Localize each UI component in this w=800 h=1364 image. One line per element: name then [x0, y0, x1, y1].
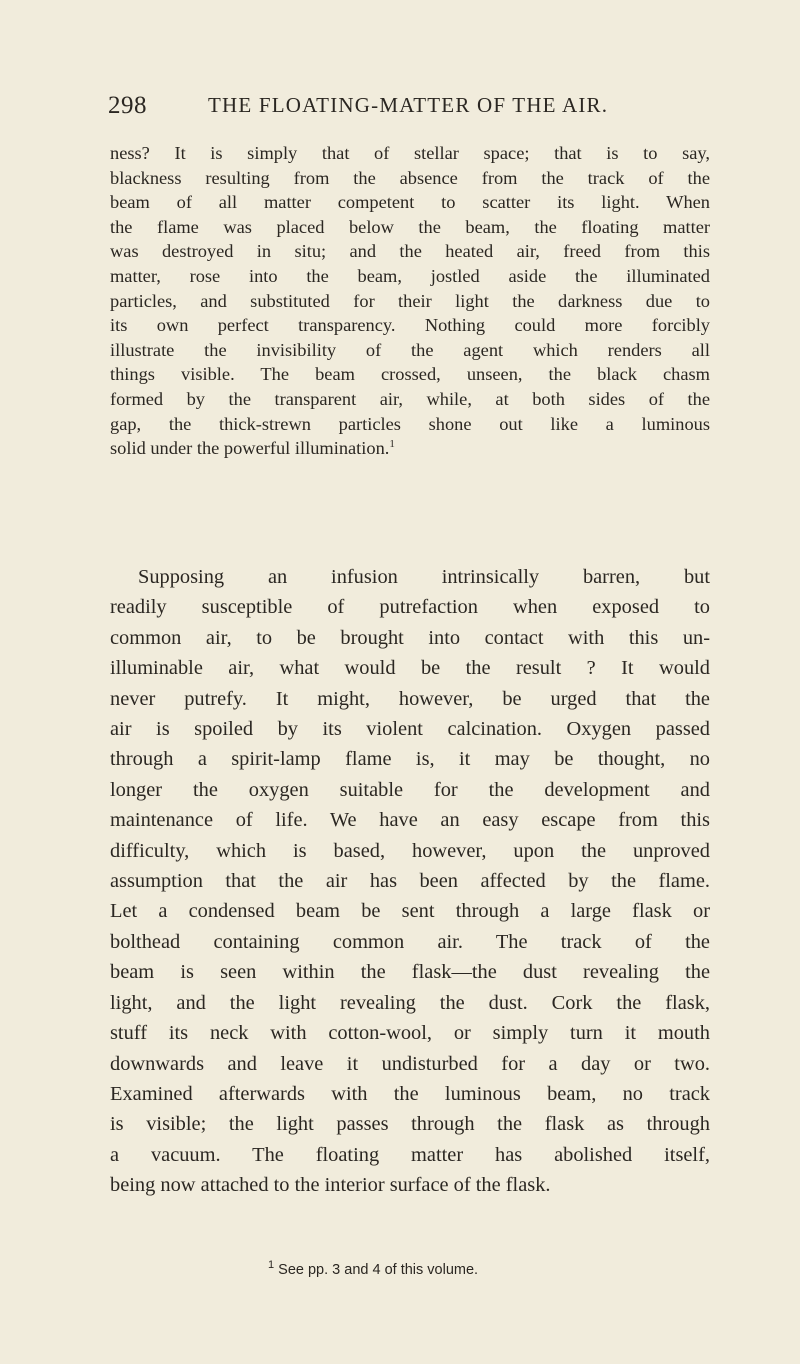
footnote-marker: 1: [268, 1259, 275, 1272]
text-line: maintenance of life. We have an easy escape from this: [110, 809, 710, 832]
text-line: stuff its neck with cotton-wool, or simply turn it mouth: [110, 1022, 710, 1045]
text-line: through a spirit-lamp flame is, it may be thought, no: [110, 748, 710, 771]
text-line: a vacuum. The floating matter has abolished itself,: [110, 1143, 710, 1166]
footnote: [268, 1259, 479, 1278]
text-line: beam of all matter competent to scatter its light. When: [110, 192, 710, 213]
text-line-content: solid under the powerful illumination.: [110, 438, 390, 459]
text-line: readily susceptible of putrefaction when exposed to: [110, 596, 710, 619]
text-line: things visible. The beam crossed, unseen, the black chasm: [110, 364, 710, 385]
text-line: Examined afterwards with the luminous beam, no track: [110, 1082, 710, 1105]
text-line: difficulty, which is based, however, upon the unproved: [110, 839, 710, 862]
text-line: illustrate the invisibility of the agent which renders all: [110, 339, 710, 360]
text-line-last: [110, 436, 710, 461]
text-line: is visible; the light passes through the flask as through: [110, 1113, 710, 1136]
running-head: [108, 92, 668, 120]
text-line: never putrefy. It might, however, be urged that the: [110, 687, 710, 710]
text-line: Supposing an infusion intrinsically barren, but: [138, 566, 710, 588]
text-line: ness? It is simply that of stellar space; that is to say,: [110, 143, 710, 163]
running-title: THE FLOATING-MATTER OF THE AIR.: [208, 93, 609, 117]
text-line: longer the oxygen suitable for the development and: [110, 778, 710, 801]
text-line: being now attached to the interior surface of the flask.: [110, 1174, 551, 1197]
footnote-text: See pp. 3 and 4 of this volume.: [278, 1262, 479, 1278]
text-line: air is spoiled by its violent calcination. Oxygen passed: [110, 718, 710, 741]
text-line: beam is seen within the flask—the dust revealing the: [110, 961, 710, 984]
page-number: 298: [108, 92, 147, 119]
text-line: particles, and substituted for their light the darkness due to: [110, 290, 710, 311]
paragraph-2: [110, 562, 710, 1201]
text-line: formed by the transparent air, while, at both sides of the: [110, 388, 710, 409]
footnote-reference: 1: [389, 438, 395, 450]
paragraph-1: [110, 141, 710, 461]
text-line: Let a condensed beam be sent through a large flask or: [110, 900, 710, 923]
text-line: bolthead containing common air. The track of the: [110, 930, 710, 953]
text-line: its own perfect transparency. Nothing could more forcibly: [110, 315, 710, 336]
text-line: blackness resulting from the absence from the track of the: [110, 167, 710, 188]
text-line: illuminable air, what would be the result ? It would: [110, 657, 710, 680]
text-line: the flame was placed below the beam, the floating matter: [110, 216, 710, 237]
text-line: downwards and leave it undisturbed for a day or two.: [110, 1052, 710, 1075]
text-line: light, and the light revealing the dust. Cork the flask,: [110, 991, 710, 1014]
text-line: assumption that the air has been affected by the flame.: [110, 870, 710, 893]
text-line: matter, rose into the beam, jostled aside the illuminated: [110, 265, 710, 286]
text-line: was destroyed in situ; and the heated air, freed from this: [110, 241, 710, 262]
text-line: common air, to be brought into contact with this un-: [110, 626, 710, 649]
text-line: gap, the thick-strewn particles shone out like a luminous: [110, 413, 710, 434]
